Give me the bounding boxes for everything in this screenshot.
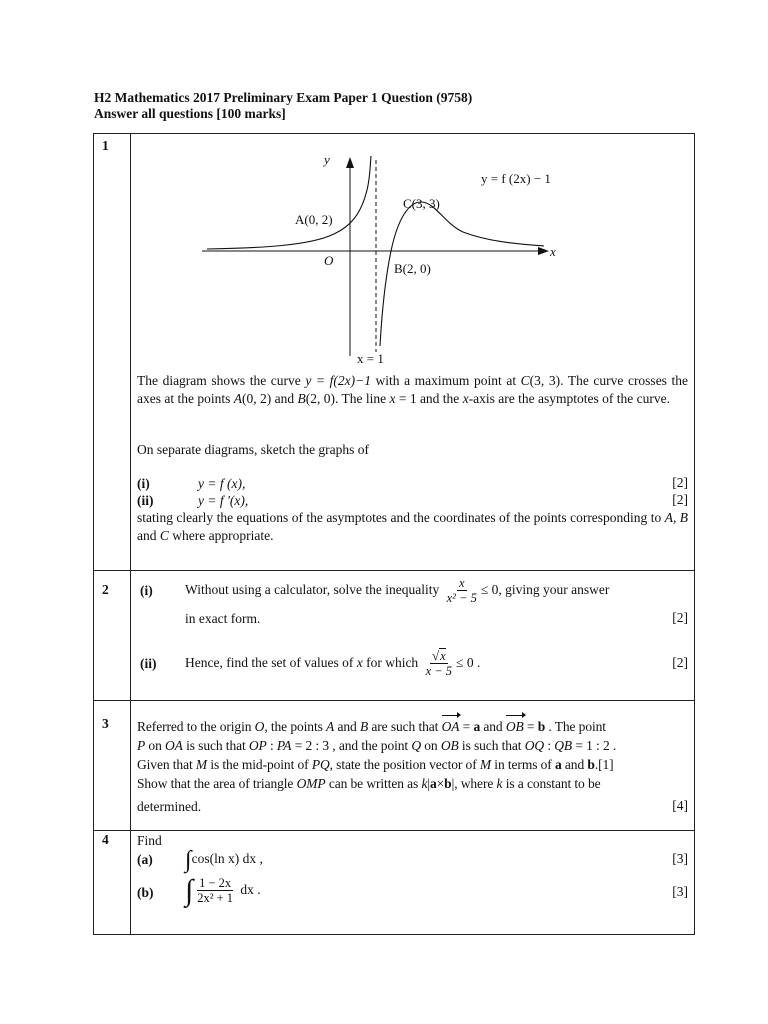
- q3-line-3: Given that M is the mid-point of PQ, state the position vector of M in terms of a and b.[1]: [137, 757, 614, 772]
- q4-part-b-marks: [3]: [672, 884, 688, 899]
- question-number-3: 3: [102, 716, 109, 731]
- question-number-1: 1: [102, 138, 109, 153]
- point-c-label: C(3, 3): [403, 196, 440, 211]
- q4-part-a-marks: [3]: [672, 851, 688, 866]
- q1-part-ii-label: (ii): [137, 493, 154, 508]
- integral-sign: ∫: [185, 846, 192, 873]
- x-axis-arrow: [538, 247, 549, 255]
- q1-closing: stating clearly the equations of the asymptotes and the coordinates of the points corresponding to A, B and C where appropriate.: [137, 510, 688, 543]
- origin-label: O: [324, 253, 334, 268]
- q1-part-i-expression: y = f (x),: [198, 476, 246, 491]
- x-axis-label: x: [550, 244, 556, 259]
- q1-part-ii-expression: y = f '(x),: [198, 493, 249, 508]
- point-b-label: B(2, 0): [394, 261, 431, 276]
- curve-left-branch: [207, 156, 371, 249]
- asymptote-label: x = 1: [357, 351, 384, 366]
- q3-line-1: Referred to the origin O, the points A and B are such that OA = a and OB = b . The point: [137, 719, 606, 734]
- q2-part-ii-label: (ii): [140, 656, 157, 671]
- row-divider-1: [94, 570, 694, 571]
- integral-sign: ∫: [185, 873, 194, 907]
- q1-instruction: On separate diagrams, sketch the graphs of: [137, 442, 370, 457]
- q4-part-b-label: (b): [137, 885, 154, 900]
- q2-part-ii-fraction: $\frac{√x}{x - 5}$: [425, 648, 453, 679]
- q1-description: The diagram shows the curve y = f(2x)−1 with a maximum point at C(3, 3). The curve crosses the axes at the points A(0, 2) and B(2, 0). The line x = 1 and the x-axis are the asymptotes of the curve.: [137, 373, 689, 406]
- question-number-4: 4: [102, 832, 109, 847]
- q4-find: Find: [137, 833, 162, 848]
- question-table: [93, 133, 695, 935]
- q1-part-i-label: (i): [137, 476, 150, 491]
- q1-part-i-marks: [2]: [672, 475, 688, 490]
- q3-line-5: determined.: [137, 799, 202, 814]
- q2-part-i-text: Without using a calculator, solve the inequality $\frac{x}{\text{x² − 5}}$ ≤ 0, giving your answer: [185, 576, 610, 606]
- y-axis-arrow: [346, 157, 354, 168]
- q2-part-ii-marks: [2]: [672, 655, 688, 670]
- vector-oa: OA: [441, 719, 460, 734]
- q3-line-4: Show that the area of triangle OMP can be written as k|a×b|, where k is a constant to be: [137, 776, 601, 791]
- row-divider-2: [94, 700, 694, 701]
- exam-title: H2 Mathematics 2017 Preliminary Exam Paper 1 Question (9758): [94, 90, 473, 105]
- q2-part-i-marks: [2]: [672, 610, 688, 625]
- y-axis-label: y: [324, 152, 330, 167]
- row-divider-3: [94, 830, 694, 831]
- q4-part-b-fraction: $\frac{1 - 2x}{\text{2x² + 1}}$: [197, 876, 234, 906]
- point-a-label: A(0, 2): [295, 212, 333, 227]
- exam-instructions: Answer all questions [100 marks]: [94, 106, 286, 121]
- question-number-2: 2: [102, 582, 109, 597]
- q1-graph: [199, 150, 569, 370]
- number-column-divider: [130, 134, 131, 934]
- q2-part-ii-text: Hence, find the set of values of x for which $\frac{√x}{x - 5}$ ≤ 0 .: [185, 648, 481, 679]
- q3-line-2: P on OA is such that OP : PA = 2 : 3 , and the point Q on OB is such that OQ : QB = 1 : 2 .: [137, 738, 617, 753]
- curve-equation-label: y = f (2x) − 1: [481, 171, 551, 186]
- q4-part-b-expression: ∫ $\frac{1 - 2x}{\text{2x² + 1}}$ dx .: [185, 873, 261, 907]
- q2-part-i-label: (i): [140, 583, 153, 598]
- q3-marks: [4]: [672, 798, 688, 813]
- q2-part-i-fraction: $\frac{x}{\text{x² − 5}}$: [446, 576, 477, 606]
- q2-part-i-continuation: in exact form.: [185, 611, 261, 626]
- q1-part-ii-marks: [2]: [672, 492, 688, 507]
- q4-part-a-expression: ∫cos(ln x) dx ,: [185, 846, 263, 873]
- q4-part-a-label: (a): [137, 852, 153, 867]
- vector-ob: OB: [505, 719, 524, 734]
